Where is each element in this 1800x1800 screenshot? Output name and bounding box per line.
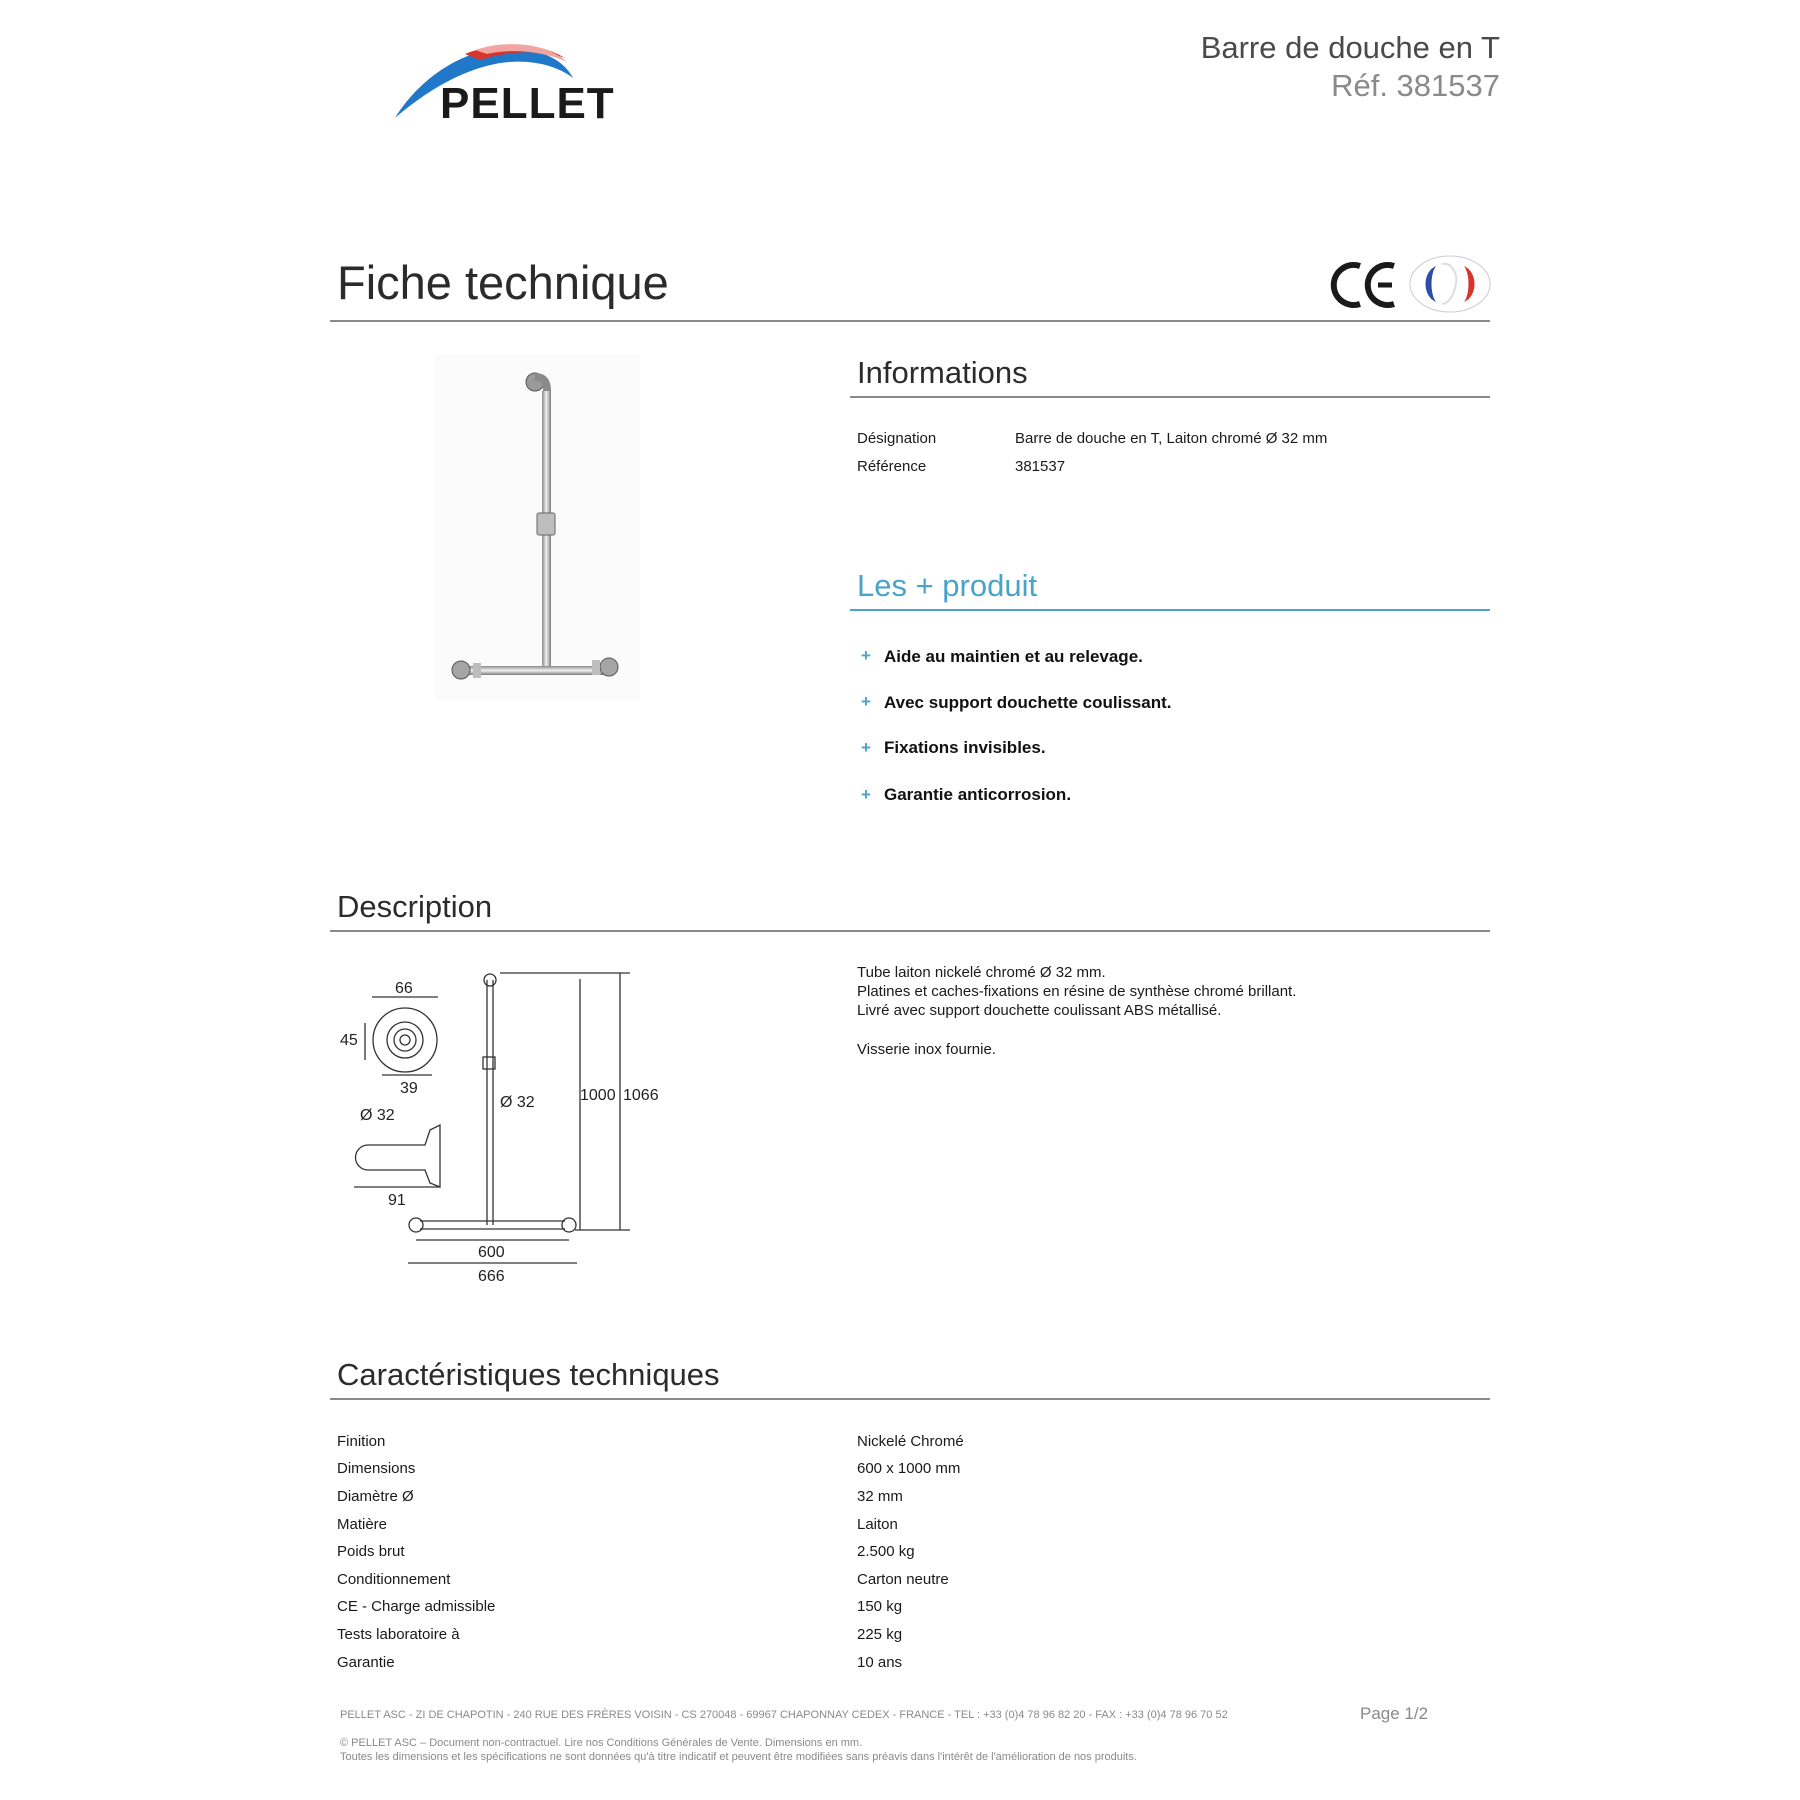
spec-label: Diamètre Ø [337, 1488, 414, 1505]
ce-mark-icon [1330, 258, 1400, 310]
dim-diameter-32-bar-label: Ø 32 [500, 1094, 535, 1111]
spec-label: Dimensions [337, 1460, 416, 1477]
spec-value: 150 kg [857, 1598, 903, 1615]
product-image [435, 355, 640, 700]
info-value-designation: Barre de douche en T, Laiton chromé Ø 32 mm [1015, 430, 1328, 447]
dim-1000-label: 1000 [580, 1087, 616, 1104]
spec-label: Finition [337, 1433, 386, 1450]
plus-produit-heading: Les + produit [857, 568, 1038, 603]
spec-value: 225 kg [857, 1626, 903, 1643]
spec-label: Poids brut [337, 1543, 405, 1560]
description-rule [330, 930, 1490, 932]
spec-label: Matière [337, 1516, 388, 1533]
dim-1066-label: 1066 [623, 1087, 659, 1104]
description-line: Tube laiton nickelé chromé Ø 32 mm. [857, 964, 1106, 981]
spec-value: Nickelé Chromé [857, 1433, 964, 1450]
spec-value: 32 mm [857, 1488, 903, 1505]
description-line: Platines et caches-fixations en résine de synthèse chromé brillant. [857, 983, 1297, 1000]
plus-item: Garantie anticorrosion. [884, 785, 1072, 804]
spec-value: Carton neutre [857, 1571, 949, 1588]
spec-value: 600 x 1000 mm [857, 1460, 961, 1477]
plus-item: Aide au maintien et au relevage. [884, 647, 1143, 666]
plus-produit-rule [850, 609, 1490, 611]
spec-value: 2.500 kg [857, 1543, 915, 1560]
informations-heading: Informations [857, 355, 1028, 390]
plus-icon: + [861, 692, 871, 711]
dim-diameter-32-side-label: Ø 32 [360, 1107, 395, 1124]
caracteristiques-heading: Caractéristiques techniques [337, 1357, 720, 1392]
footer-address: PELLET ASC - ZI DE CHAPOTIN - 240 RUE DES FRÈRES VOISIN - CS 270048 - 69967 CHAPONNAY CEDEX - FRANCE - TEL : +33 (0)4 78 96 82 20 - FAX : +33 (0)4 78 96 70 52 [340, 1709, 1228, 1721]
dim-66-label: 66 [395, 980, 413, 997]
spec-label: CE - Charge admissible [337, 1598, 496, 1615]
info-label-reference: Référence [857, 458, 927, 475]
dim-39-label: 39 [400, 1080, 418, 1097]
footer-legal: Toutes les dimensions et les spécifications ne sont données qu'à titre indicatif et peuvent être modifiées sans préavis dans l'intérêt de l'amélioration de nos produits. [340, 1751, 1137, 1763]
spec-label: Tests laboratoire à [337, 1626, 460, 1643]
description-line: Livré avec support douchette coulissant ABS métallisé. [857, 1002, 1222, 1019]
spec-value: 10 ans [857, 1654, 903, 1671]
spec-value: Laiton [857, 1516, 898, 1533]
footer-legal: © PELLET ASC – Document non-contractuel. Lire nos Conditions Générales de Vente. Dimensions en mm. [340, 1737, 863, 1749]
plus-icon: + [861, 646, 871, 665]
page-title: Fiche technique [337, 256, 669, 309]
plus-item: Fixations invisibles. [884, 738, 1046, 757]
dim-45-label: 45 [340, 1032, 358, 1049]
description-line: Visserie inox fournie. [857, 1041, 996, 1058]
page-number: Page 1/2 [1360, 1704, 1429, 1723]
spec-label: Garantie [337, 1654, 395, 1671]
plus-item: Avec support douchette coulissant. [884, 693, 1172, 712]
caracteristiques-rule [330, 1398, 1490, 1400]
pellet-swoosh-icon [395, 40, 635, 125]
info-label-designation: Désignation [857, 430, 937, 447]
pellet-logo [395, 40, 635, 125]
plus-icon: + [861, 738, 871, 757]
dim-666-label: 666 [478, 1268, 505, 1285]
logo-wordmark: PELLET [440, 79, 615, 125]
title-rule [330, 320, 1490, 322]
document-title: Barre de douche en T [1200, 30, 1500, 65]
description-heading: Description [337, 889, 493, 924]
fabrication-francaise-badge-icon [1408, 254, 1492, 314]
informations-rule [850, 396, 1490, 398]
dim-91-label: 91 [388, 1192, 406, 1209]
info-value-reference: 381537 [1015, 458, 1066, 475]
technical-drawing [340, 965, 670, 1295]
spec-label: Conditionnement [337, 1571, 451, 1588]
document-reference: Réf. 381537 [1331, 68, 1500, 103]
dim-600-label: 600 [478, 1244, 505, 1261]
plus-icon: + [861, 785, 871, 804]
